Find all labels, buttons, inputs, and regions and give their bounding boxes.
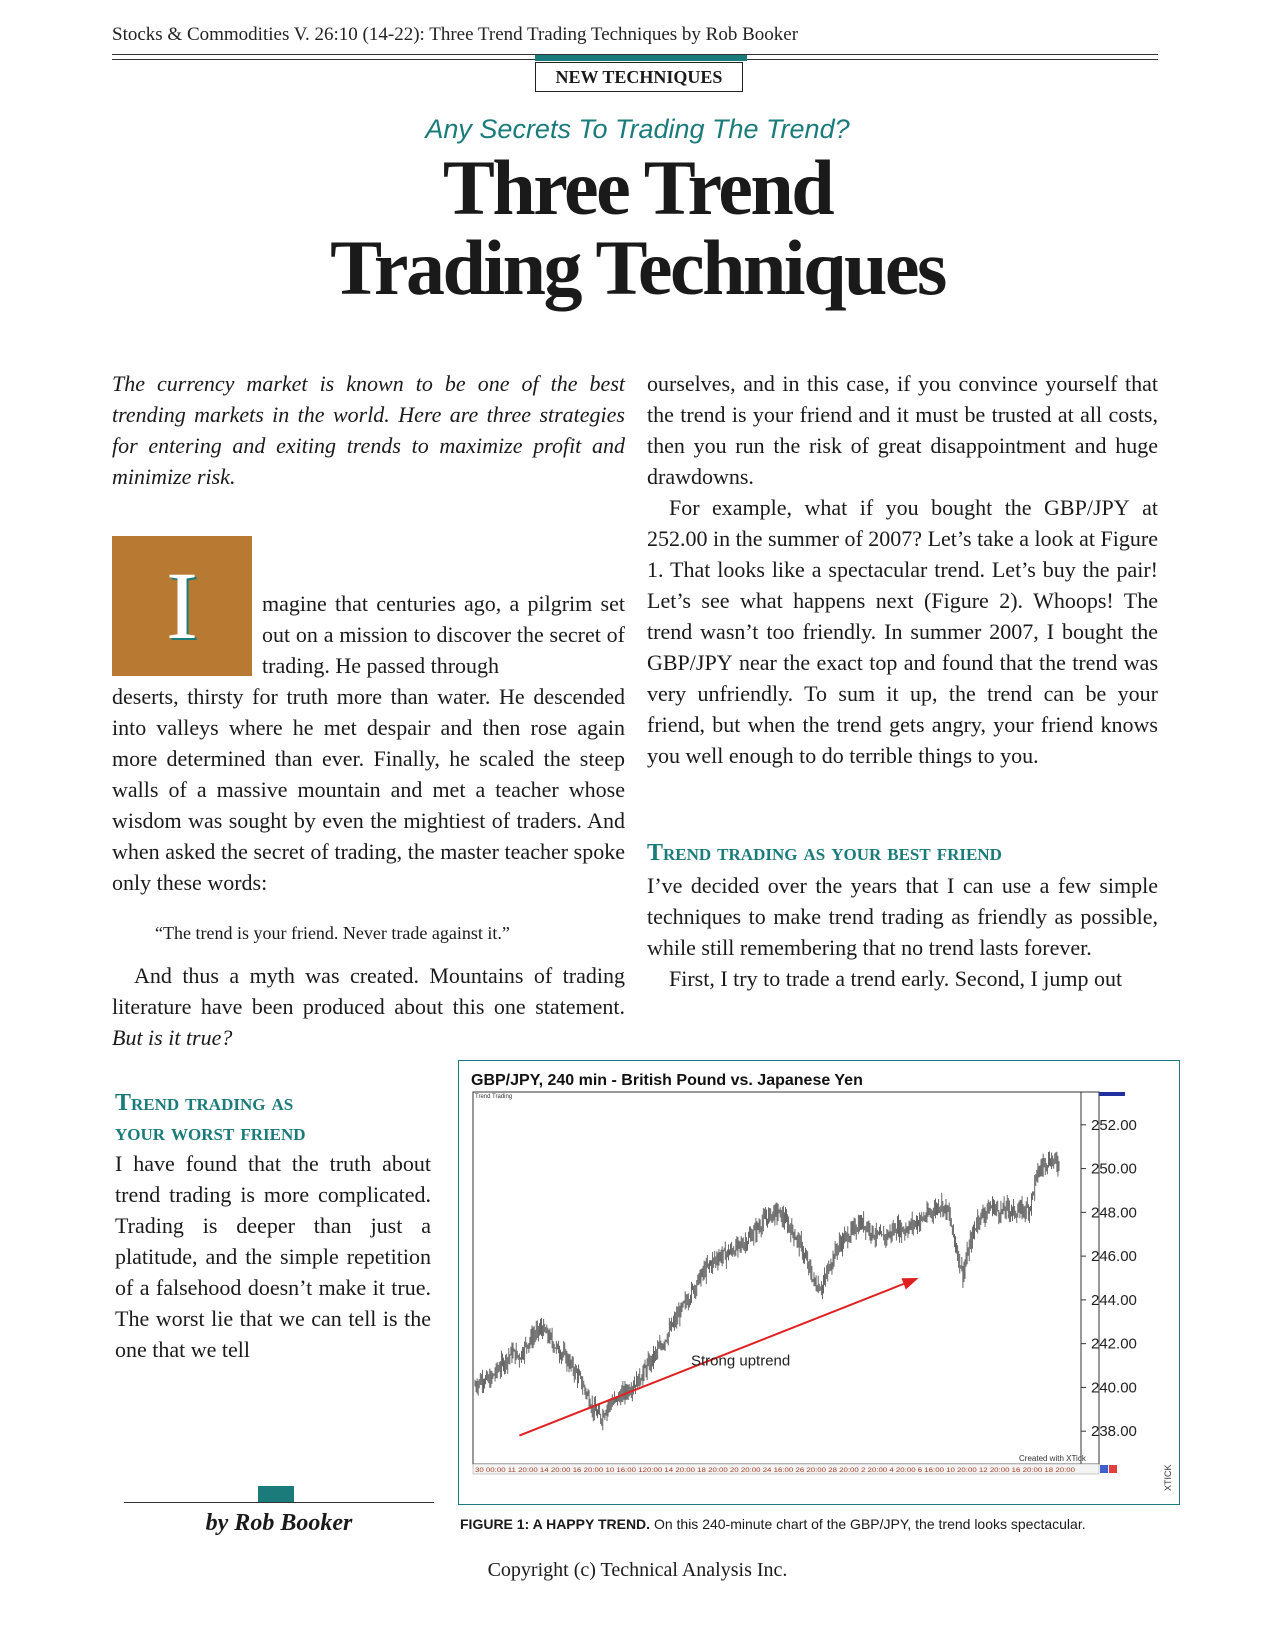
para2-text: And thus a myth was created. Mountains of trading literature have been produced about this one statement.	[112, 963, 625, 1019]
scroll-button-right	[1109, 1465, 1117, 1473]
figure-caption	[460, 1516, 1180, 1532]
para2-italic: But is it true?	[112, 1025, 233, 1050]
caption-label: FIGURE 1: A HAPPY TREND.	[460, 1516, 651, 1532]
subhead-1-line-1: Trend trading as	[115, 1090, 294, 1116]
body-paragraph-1: deserts, thirsty for truth more than water. He descended into valleys where he met despair and then rose again more determined than ever. Finally, he scaled the steep walls of a massive mountain and met a teacher whose wisdom was sought by even the mightiest of traders. And when asked the secret of trading, the master teacher spoke only these words:	[112, 684, 625, 895]
title-line-1: Three Trend	[442, 144, 833, 231]
dropcap-letter: I	[166, 552, 198, 659]
figure-1	[458, 1060, 1180, 1505]
y-tick-label: 242.00	[1091, 1335, 1137, 1353]
subhead-1-line-2: your worst friend	[115, 1120, 306, 1146]
kicker: Any Secrets To Trading The Trend?	[425, 114, 850, 144]
right-paragraph-4: First, I try to trade a trend early. Second, I jump out	[669, 966, 1123, 991]
right-column-2	[647, 870, 1158, 994]
chart-title: GBP/JPY, 240 min - British Pound vs. Japanese Yen	[471, 1072, 863, 1089]
y-tick-label: 238.00	[1091, 1423, 1137, 1441]
y-tick-label: 252.00	[1091, 1116, 1137, 1134]
footer-copyright: Copyright (c) Technical Analysis Inc.	[487, 1559, 788, 1581]
running-head: Stocks & Commodities V. 26:10 (14-22): Three Trend Trading Techniques by Rob Booker	[112, 24, 799, 45]
xtick-side-label: XTICK	[1163, 1464, 1173, 1491]
body-paragraph-3: I have found that the truth about trend trading is more complicated. Trading is deeper than just a platitude, and the simple repetition of a falsehood doesn’t make it true. The worst lie that we can tell is the one that we tell	[115, 1151, 431, 1362]
byline-rule	[124, 1502, 434, 1503]
right-paragraph-1: ourselves, and in this case, if you convince yourself that the trend is your friend and it must be trusted at all costs, then you run the risk of great disappointment and huge drawdowns.	[647, 371, 1158, 489]
axis-marker	[1099, 1092, 1125, 1096]
annotation-strong-uptrend: Strong uptrend	[691, 1352, 791, 1370]
rp2-a: For example, what if you bought the	[669, 495, 1032, 520]
y-tick-label: 246.00	[1091, 1248, 1137, 1266]
y-axis	[1081, 1092, 1137, 1464]
section-label: NEW TECHNIQUES	[535, 62, 743, 92]
y-tick-label: 250.00	[1091, 1160, 1137, 1178]
pull-quote: “The trend is your friend. Never trade against it.”	[155, 923, 510, 943]
legend-tag: Trend Trading	[475, 1094, 513, 1100]
subhead-best-friend: Trend trading as your best friend	[647, 840, 1002, 866]
body-paragraph-2	[112, 960, 625, 1053]
dropcap-lines: magine that centuries ago, a pilgrim set out on a mission to discover the secret of trading. He passed through	[262, 591, 625, 678]
scroll-button-left	[1100, 1465, 1108, 1473]
pair-name: GBP/JPY	[1044, 495, 1130, 520]
section-accent-bar	[535, 55, 747, 61]
candles-group	[475, 1152, 1059, 1431]
right-column	[647, 368, 1158, 771]
rp2-c: near the exact top and found that the trend was very unfriendly. To sum it up, the trend can be your friend, but when the trend gets angry, your friend knows you well enough to do terrible things to you.	[647, 650, 1159, 768]
page-title	[0, 144, 1275, 311]
pair-name-2: GBP/JPY	[647, 650, 733, 675]
title-line-2: Trading Techniques	[330, 224, 945, 311]
subhead-worst-friend	[115, 1088, 435, 1148]
uptrend-arrow-head	[901, 1278, 918, 1289]
watermark: Created with XTick	[1019, 1454, 1086, 1463]
price-chart	[459, 1061, 1179, 1504]
byline-accent	[258, 1486, 294, 1502]
deck-paragraph: The currency market is known to be one of the best trending markets in the world. Here are three strategies for entering and exiting trends to maximize profit and minimize risk.	[112, 371, 625, 489]
rp2-b: at 252.00 in the summer of 2007? Let’s take a look at Figure 1. That looks like a spectacular trend. Let’s buy the pair! Let’s see what happens next (Figure 2). Whoops! The trend wasn’t too friendly. In summer 2007, I bought the	[647, 495, 1158, 644]
time-axis-labels: 30 00:00 11 20:00 14 20:00 16 20:00 10 16:00 120:00 14 20:00 18 20:00 20 20:00 24 16:00 26 20:00 28 20:00 2 20:00 4 20:00 6 16:00 10 20:00 12 20:00 16 20:00 18 20:00	[475, 1467, 1076, 1474]
y-tick-label: 248.00	[1091, 1204, 1137, 1222]
caption-text: On this 240-minute chart of the GBP/JPY, the trend looks spectacular.	[653, 1516, 1086, 1532]
plot-area	[473, 1092, 1099, 1464]
right-paragraph-2	[647, 492, 1158, 771]
byline: by Rob Booker	[205, 1510, 353, 1536]
y-tick-label: 244.00	[1091, 1291, 1137, 1309]
y-tick-label: 240.00	[1091, 1379, 1137, 1397]
right-paragraph-3: I’ve decided over the years that I can use a few simple techniques to make trend trading as friendly as possible, while still remembering that no trend lasts forever.	[647, 873, 1158, 960]
